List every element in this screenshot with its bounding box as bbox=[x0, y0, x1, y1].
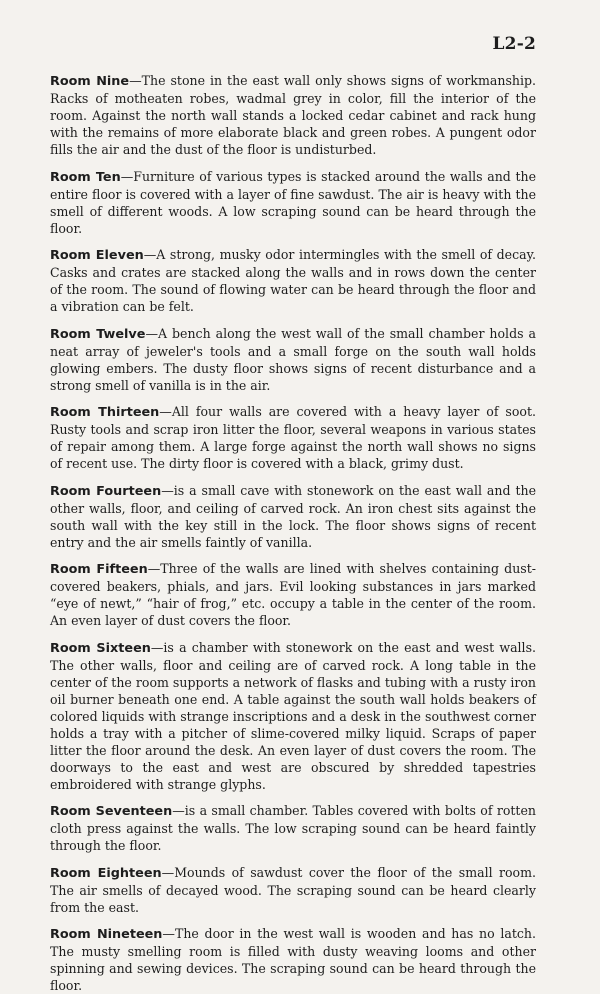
room-title: Room Eighteen bbox=[50, 865, 162, 881]
room-title: Room Nine bbox=[50, 74, 130, 89]
room-description: A bench along the west wall of the small chamber holds a neat array of jeweler's tools and a small forge on the south wall holds glowing embers. The dusty floor shows signs of recent disturbance and a strong smell of vanilla is in the air. bbox=[50, 325, 536, 393]
room-description: All four walls are covered with a heavy layer of soot. Rusty tools and scrap iron litter the floor, several weapons in various states of repair among them. A large forge against the north wall shows no signs of recent use. The dirty floor is covered with a black, grimy dust. bbox=[50, 404, 536, 471]
room-entry-twelve bbox=[50, 325, 536, 394]
page-number: L2-2 bbox=[492, 34, 536, 54]
room-title: Room Seventeen bbox=[50, 804, 173, 819]
em-dash: — bbox=[143, 247, 157, 262]
room-description: Mounds of sawdust cover the floor of the small room. The air smells of decayed wood. The scraping sound can be heard clearly from the east. bbox=[50, 864, 536, 915]
em-dash: — bbox=[129, 73, 142, 88]
em-dash: — bbox=[150, 639, 164, 655]
room-description: The stone in the east wall only shows signs of workmanship. Racks of motheaten robes, wadmal grey in color, fill the interior of the room. Against the north wall stands a locked cedar cabinet and rack hung with the remains of more elaborate black and green robes. A pungent odor fills the air and the dust of the floor is undisturbed. bbox=[50, 73, 536, 157]
em-dash: — bbox=[162, 926, 175, 941]
room-title: Room Ten bbox=[50, 169, 121, 185]
room-entry-ten bbox=[50, 168, 536, 237]
em-dash: — bbox=[172, 803, 185, 818]
room-title: Room Twelve bbox=[50, 326, 146, 342]
room-entry-fourteen bbox=[50, 482, 536, 551]
room-description: is a small chamber. Tables covered with bolts of rotten cloth press against the walls. The low scraping sound can be heard faintly through the floor. bbox=[50, 803, 536, 853]
em-dash: — bbox=[159, 404, 172, 419]
room-title: Room Fifteen bbox=[50, 562, 148, 577]
em-dash: — bbox=[145, 325, 158, 341]
em-dash: — bbox=[161, 864, 175, 880]
room-title: Room Nineteen bbox=[50, 927, 163, 942]
room-description: The door in the west wall is wooden and has no latch. The musty smelling room is filled with dusty weaving looms and other spinning and sewing devices. The scraping sound can be heard through the floor. bbox=[50, 926, 536, 993]
room-description: Furniture of various types is stacked around the walls and the entire floor is covered with a layer of fine sawdust. The air is heavy with the smell of different woods. A low scraping sound can be heard through the floor. bbox=[50, 168, 537, 236]
room-title: Room Eleven bbox=[50, 248, 144, 263]
room-title: Room Sixteen bbox=[50, 640, 151, 656]
room-title: Room Thirteen bbox=[50, 405, 160, 420]
em-dash: — bbox=[147, 561, 161, 576]
room-entry-sixteen bbox=[50, 639, 536, 793]
room-entry-eighteen bbox=[50, 864, 536, 916]
em-dash: — bbox=[161, 482, 174, 498]
room-description: is a chamber with stonework on the east and west walls. The other walls, floor and ceiling are of carved rock. A long table in the center of the room supports a network of flasks and tubing with a rusty iron oil burner beneath one end. A table against the south wall holds beakers of colored liquids with strange inscriptions and a desk in the southwest corner holds a tray with a pitcher of slime-covered milky liquid. Scraps of paper litter the floor around the desk. An even layer of dust covers the room. The doorways to the east and west are obscured by shredded tapestries embroidered with strange glyphs. bbox=[50, 639, 536, 792]
room-title: Room Fourteen bbox=[50, 483, 162, 499]
em-dash: — bbox=[120, 168, 134, 184]
room-description: A strong, musky odor intermingles with the smell of decay. Casks and crates are stacked along the walls and in rows down the center of the room. The sound of flowing water can be heard through the floor and a vibration can be felt. bbox=[50, 247, 537, 314]
room-description: Three of the walls are lined with shelves containing dust-covered beakers, phials, and jars. Evil looking substances in jars marked “eye of newt,” “hair of frog,” etc. occupy a table in the center of the room. An even layer of dust covers the floor. bbox=[50, 561, 536, 628]
room-entry-nineteen bbox=[50, 925, 536, 994]
room-entry-fifteen bbox=[50, 560, 536, 629]
room-entry-eleven bbox=[50, 246, 536, 315]
room-entry-thirteen bbox=[50, 403, 536, 472]
room-description: is a small cave with stonework on the east wall and the other walls, floor, and ceiling of carved rock. An iron chest sits against the south wall with the key still in the lock. The floor shows signs of recent entry and the air smells faintly of vanilla. bbox=[50, 482, 536, 550]
room-entry-nine bbox=[50, 72, 536, 158]
room-entry-seventeen bbox=[50, 802, 536, 854]
